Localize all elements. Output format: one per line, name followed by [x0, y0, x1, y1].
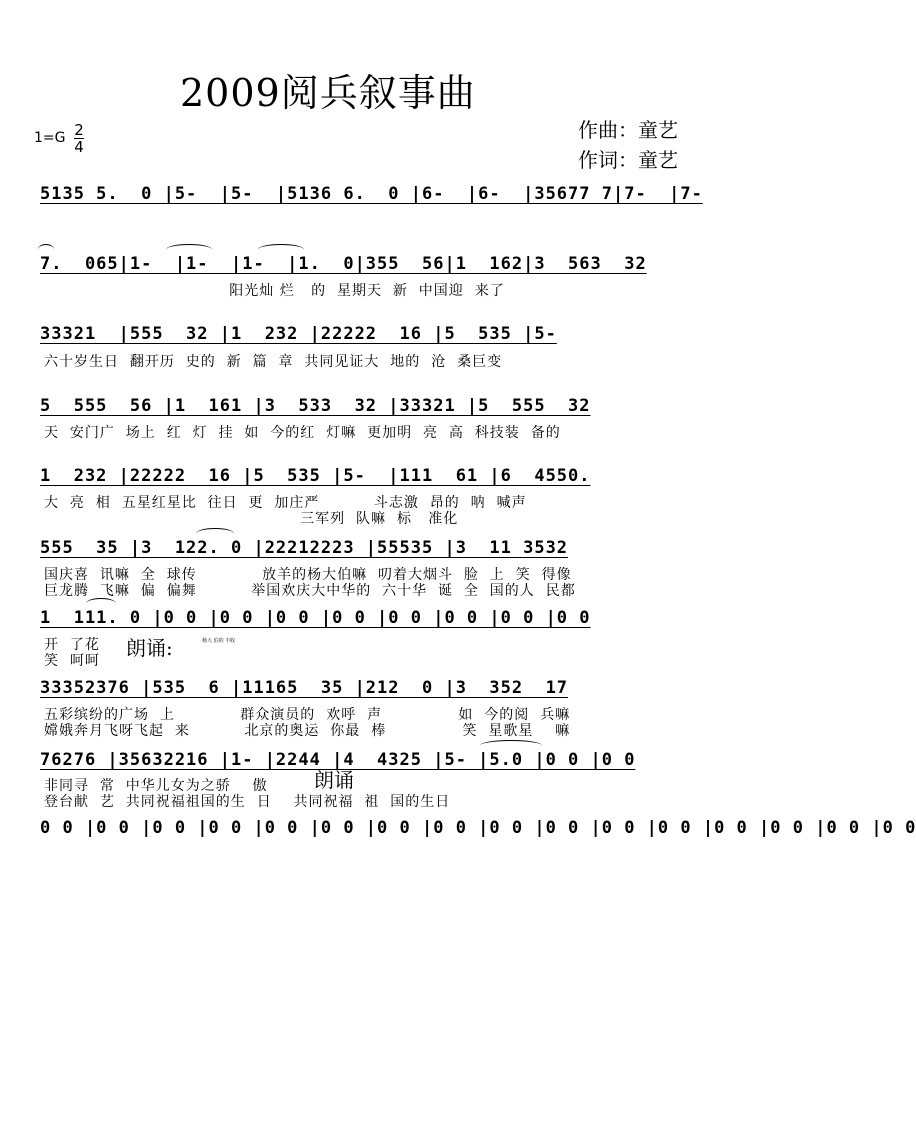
- lyric-row-6-line-2: 巨龙腾 飞嘛 偏 偏舞 举国欢庆大中华的 六十华 诞 全 国的人 民都: [44, 583, 576, 599]
- staff-row-5: 1 232 |22222 16 |5 535 |5- |111 61 |6 4550.: [40, 466, 591, 486]
- lyric-row-5-line-1: 大 亮 相 五星红星比 往日 更 加庄严 斗志激 昂的 呐 喊声: [44, 495, 527, 511]
- tiny-annotation: 杨大 伯的 丰收: [202, 638, 236, 644]
- staff-row-7: 1 111. 0 |0 0 |0 0 |0 0 |0 0 |0 0 |0 0 |0 0 |0 0: [40, 608, 591, 628]
- staff-row-3: 33321 |555 32 |1 232 |22222 16 |5 535 |5-: [40, 324, 557, 344]
- recitation-label-1: 朗诵:: [126, 636, 173, 660]
- time-numerator: 2: [74, 121, 84, 139]
- time-denominator: 4: [74, 138, 84, 156]
- staff-row-4: 5 555 56 |1 161 |3 533 32 |33321 |5 555 32: [40, 396, 591, 416]
- lyric-row-8-line-2: 嫦娥奔月飞呀飞起 来 北京的奥运 你最 棒 笑 星歌星 嘛: [44, 723, 571, 739]
- key-label: 1=G: [34, 130, 66, 146]
- staff-row-10: 0 0 |0 0 |0 0 |0 0 |0 0 |0 0 |0 0 |0 0 |0 0 |0 0 |0 0 |0 0 |0 0 |0 0 |0 0 |0 0: [40, 818, 916, 838]
- staff-row-8: 33352376 |535 6 |11165 35 |212 0 |3 352 17: [40, 678, 569, 698]
- staff-row-9: 76276 |35632216 |1- |2244 |4 4325 |5- |5.0 |0 0 |0 0: [40, 750, 636, 770]
- staff-row-2: 7. 065|1- |1- |1- |1. 0|355 56|1 162|3 563 32: [40, 254, 647, 274]
- recitation-label-2: 朗诵: [314, 768, 354, 792]
- lyric-row-2-line-1: 阳光灿 烂 的 星期天 新 中国迎 来了: [44, 283, 505, 299]
- lyric-row-5-line-2: 三军列 队嘛 标 准化: [44, 511, 459, 527]
- time-signature: [74, 122, 84, 155]
- lyric-row-9-line-2: 登台献 艺 共同祝福祖国的生 日 共同祝福 祖 国的生日: [44, 794, 451, 810]
- lyric-row-7-line-2: 笑 呵呵: [44, 653, 100, 669]
- lyric-row-7-line-1: 开 了花: [44, 637, 100, 653]
- composer-credit: 作曲：童艺: [578, 118, 678, 142]
- staff-row-6: 555 35 |3 122. 0 |22212223 |55535 |3 11 3532: [40, 538, 569, 558]
- song-title: 2009阅兵叙事曲: [180, 71, 476, 115]
- lyric-row-3-line-1: 六十岁生日 翻开历 史的 新 篇 章 共同见证大 地的 沧 桑巨变: [44, 354, 503, 370]
- staff-row-1: 5135 5. 0 |5- |5- |5136 6. 0 |6- |6- |35677 7|7- |7-: [40, 184, 703, 204]
- lyric-row-9-line-1: 非同寻 常 中华儿女为之骄 傲: [44, 778, 268, 794]
- lyricist-credit: 作词：童艺: [578, 148, 678, 172]
- lyric-row-4-line-1: 天 安门广 场上 红 灯 挂 如 今的红 灯嘛 更加明 亮 高 科技装 备的: [44, 425, 561, 441]
- lyric-row-8-line-1: 五彩缤纷的广场 上 群众演员的 欢呼 声 如 今的阅 兵嘛: [44, 707, 571, 723]
- lyric-row-6-line-1: 国庆喜 讯嘛 全 球传 放羊的杨大伯嘛 叨着大烟斗 脸 上 笑 得像: [44, 567, 572, 583]
- key-signature: [34, 121, 84, 156]
